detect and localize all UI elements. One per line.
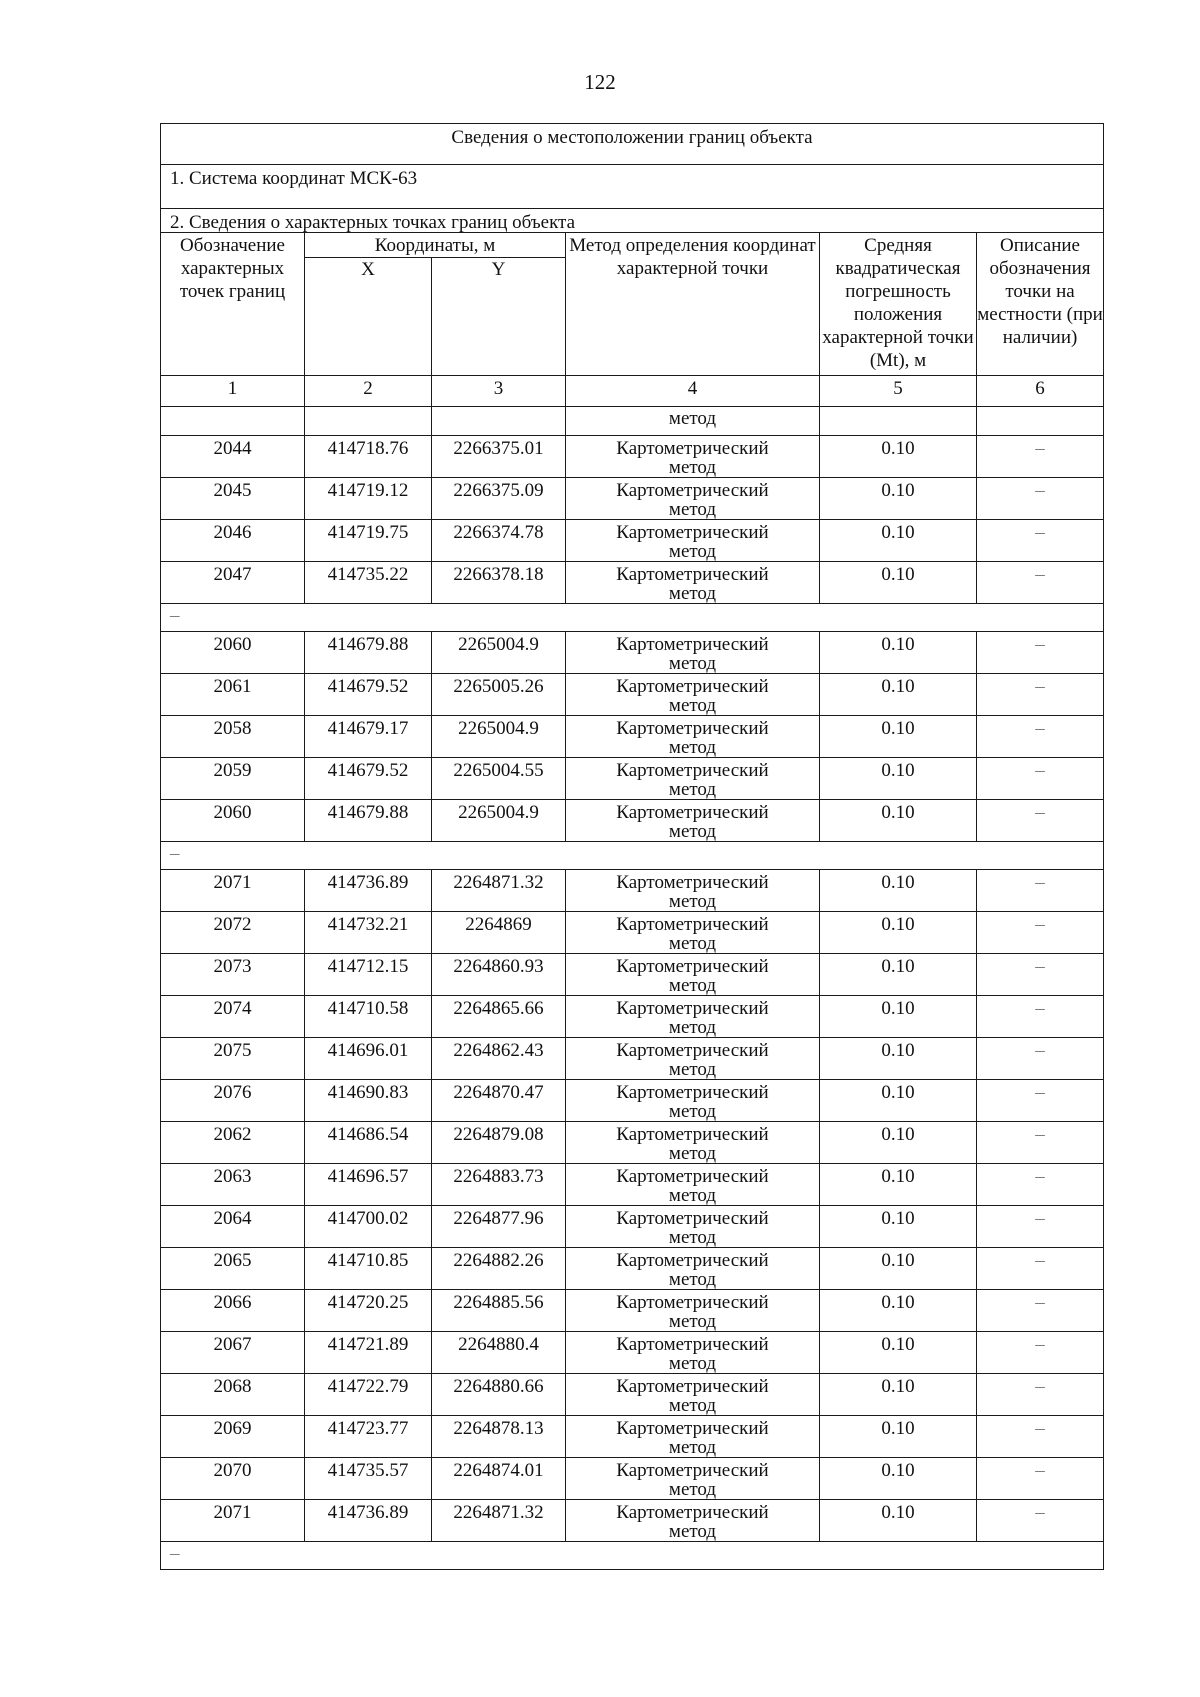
x-coordinate-cell: 414690.83: [305, 1080, 432, 1122]
x-coordinate-cell: 414721.89: [305, 1332, 432, 1374]
description-cell: –: [977, 1416, 1104, 1458]
description-cell: –: [977, 632, 1104, 674]
x-coordinate-cell: 414679.17: [305, 716, 432, 758]
table-title: Сведения о местоположении границ объекта: [161, 124, 1104, 165]
x-coordinate-cell: 414736.89: [305, 870, 432, 912]
method-cell: Картометрический метод: [566, 1248, 820, 1290]
error-cell: 0.10: [820, 996, 977, 1038]
error-cell: 0.10: [820, 1374, 977, 1416]
method-cell: Картометрический метод: [566, 1080, 820, 1122]
y-coordinate-cell: 2265004.55: [432, 758, 566, 800]
description-cell: –: [977, 1038, 1104, 1080]
description-cell: –: [977, 1164, 1104, 1206]
method-cell: Картометрический метод: [566, 520, 820, 562]
x-coordinate-cell: 414700.02: [305, 1206, 432, 1248]
y-coordinate-cell: 2266375.01: [432, 436, 566, 478]
error-cell: 0.10: [820, 1500, 977, 1542]
table-row: [161, 716, 1104, 758]
point-id-cell: 2064: [161, 1206, 305, 1248]
continuation-row: [161, 407, 1104, 436]
y-coordinate-cell: 2266378.18: [432, 562, 566, 604]
x-coordinate-cell: 414710.85: [305, 1248, 432, 1290]
error-cell: 0.10: [820, 674, 977, 716]
description-cell: –: [977, 996, 1104, 1038]
point-id-cell: 2070: [161, 1458, 305, 1500]
table-row: [161, 436, 1104, 478]
x-coordinate-cell: 414719.12: [305, 478, 432, 520]
header-coords: Координаты, м: [305, 233, 566, 258]
method-cell: Картометрический метод: [566, 632, 820, 674]
table-row: [161, 562, 1104, 604]
error-cell: 0.10: [820, 1458, 977, 1500]
y-coordinate-cell: 2264865.66: [432, 996, 566, 1038]
continuation-method: метод: [566, 407, 820, 436]
point-id-cell: 2072: [161, 912, 305, 954]
point-id-cell: 2066: [161, 1290, 305, 1332]
error-cell: 0.10: [820, 1080, 977, 1122]
point-id-cell: 2069: [161, 1416, 305, 1458]
point-id-cell: 2046: [161, 520, 305, 562]
y-coordinate-cell: 2265005.26: [432, 674, 566, 716]
method-cell: Картометрический метод: [566, 1374, 820, 1416]
method-cell: Картометрический метод: [566, 1122, 820, 1164]
group-separator-row: [161, 604, 1104, 632]
table-row: [161, 1164, 1104, 1206]
error-cell: 0.10: [820, 912, 977, 954]
header-y: Y: [432, 258, 566, 376]
table-row: [161, 1416, 1104, 1458]
point-id-cell: 2063: [161, 1164, 305, 1206]
error-cell: 0.10: [820, 800, 977, 842]
x-coordinate-cell: 414736.89: [305, 1500, 432, 1542]
y-coordinate-cell: 2264869: [432, 912, 566, 954]
description-cell: –: [977, 520, 1104, 562]
error-cell: 0.10: [820, 1164, 977, 1206]
y-coordinate-cell: 2265004.9: [432, 632, 566, 674]
group-separator: –: [161, 1542, 1104, 1570]
column-number: 4: [566, 376, 820, 407]
x-coordinate-cell: 414679.88: [305, 800, 432, 842]
error-cell: 0.10: [820, 1038, 977, 1080]
y-coordinate-cell: 2264862.43: [432, 1038, 566, 1080]
y-coordinate-cell: 2264874.01: [432, 1458, 566, 1500]
column-number: 6: [977, 376, 1104, 407]
method-cell: Картометрический метод: [566, 562, 820, 604]
error-cell: 0.10: [820, 1290, 977, 1332]
error-cell: 0.10: [820, 436, 977, 478]
table-row: [161, 1080, 1104, 1122]
point-id-cell: 2061: [161, 674, 305, 716]
point-id-cell: 2044: [161, 436, 305, 478]
point-id-cell: 2068: [161, 1374, 305, 1416]
x-coordinate-cell: 414720.25: [305, 1290, 432, 1332]
y-coordinate-cell: 2264877.96: [432, 1206, 566, 1248]
description-cell: –: [977, 436, 1104, 478]
description-cell: –: [977, 1290, 1104, 1332]
method-cell: Картометрический метод: [566, 716, 820, 758]
method-cell: Картометрический метод: [566, 1458, 820, 1500]
table-row: [161, 520, 1104, 562]
x-coordinate-cell: 414679.52: [305, 674, 432, 716]
description-cell: –: [977, 1248, 1104, 1290]
point-id-cell: 2060: [161, 632, 305, 674]
table-row: [161, 478, 1104, 520]
error-cell: 0.10: [820, 870, 977, 912]
table-row: [161, 1290, 1104, 1332]
description-cell: –: [977, 1500, 1104, 1542]
error-cell: 0.10: [820, 1332, 977, 1374]
description-cell: –: [977, 758, 1104, 800]
group-separator-row: [161, 1542, 1104, 1570]
x-coordinate-cell: 414735.22: [305, 562, 432, 604]
x-coordinate-cell: 414723.77: [305, 1416, 432, 1458]
point-id-cell: 2065: [161, 1248, 305, 1290]
description-cell: –: [977, 954, 1104, 996]
page-number: 122: [584, 70, 616, 94]
point-id-cell: 2074: [161, 996, 305, 1038]
method-cell: Картометрический метод: [566, 758, 820, 800]
y-coordinate-cell: 2264870.47: [432, 1080, 566, 1122]
header-point: Обозначение характерных точек границ: [161, 233, 305, 376]
header-method: Метод определения координат характерной точки: [566, 233, 820, 376]
description-cell: –: [977, 674, 1104, 716]
method-cell: Картометрический метод: [566, 912, 820, 954]
x-coordinate-cell: 414696.01: [305, 1038, 432, 1080]
error-cell: 0.10: [820, 478, 977, 520]
description-cell: –: [977, 800, 1104, 842]
table-row: [161, 1206, 1104, 1248]
group-separator: –: [161, 604, 1104, 632]
table-row: [161, 1500, 1104, 1542]
description-cell: –: [977, 1458, 1104, 1500]
table-row: [161, 1122, 1104, 1164]
method-cell: Картометрический метод: [566, 1038, 820, 1080]
error-cell: 0.10: [820, 1206, 977, 1248]
x-coordinate-cell: 414712.15: [305, 954, 432, 996]
y-coordinate-cell: 2264880.66: [432, 1374, 566, 1416]
x-coordinate-cell: 414686.54: [305, 1122, 432, 1164]
description-cell: –: [977, 1332, 1104, 1374]
points-subtitle: 2. Сведения о характерных точках границ объекта: [161, 209, 1104, 233]
method-cell: Картометрический метод: [566, 1332, 820, 1374]
header-x: X: [305, 258, 432, 376]
description-cell: –: [977, 912, 1104, 954]
point-id-cell: 2075: [161, 1038, 305, 1080]
column-number: 1: [161, 376, 305, 407]
x-coordinate-cell: 414696.57: [305, 1164, 432, 1206]
point-id-cell: 2071: [161, 1500, 305, 1542]
table-row: [161, 954, 1104, 996]
table-row: [161, 1038, 1104, 1080]
method-cell: Картометрический метод: [566, 1164, 820, 1206]
x-coordinate-cell: 414679.88: [305, 632, 432, 674]
method-cell: Картометрический метод: [566, 1290, 820, 1332]
header-error: Средняя квадратическая погрешность положения характерной точки (Mt), м: [820, 233, 977, 376]
method-cell: Картометрический метод: [566, 478, 820, 520]
point-id-cell: 2071: [161, 870, 305, 912]
description-cell: –: [977, 870, 1104, 912]
error-cell: 0.10: [820, 1122, 977, 1164]
method-cell: Картометрический метод: [566, 1206, 820, 1248]
table-row: [161, 632, 1104, 674]
point-id-cell: 2047: [161, 562, 305, 604]
column-number: 5: [820, 376, 977, 407]
table-row: [161, 1248, 1104, 1290]
table-row: [161, 674, 1104, 716]
y-coordinate-cell: 2265004.9: [432, 716, 566, 758]
y-coordinate-cell: 2266375.09: [432, 478, 566, 520]
description-cell: –: [977, 1374, 1104, 1416]
x-coordinate-cell: 414722.79: [305, 1374, 432, 1416]
description-cell: –: [977, 1206, 1104, 1248]
point-id-cell: 2059: [161, 758, 305, 800]
table-row: [161, 912, 1104, 954]
group-separator: –: [161, 842, 1104, 870]
method-cell: Картометрический метод: [566, 674, 820, 716]
table-row: [161, 1332, 1104, 1374]
method-cell: Картометрический метод: [566, 1416, 820, 1458]
table-row: [161, 758, 1104, 800]
point-id-cell: 2067: [161, 1332, 305, 1374]
error-cell: 0.10: [820, 1248, 977, 1290]
y-coordinate-cell: 2264880.4: [432, 1332, 566, 1374]
description-cell: –: [977, 1080, 1104, 1122]
point-id-cell: 2045: [161, 478, 305, 520]
error-cell: 0.10: [820, 758, 977, 800]
table-row: [161, 1458, 1104, 1500]
coordinates-table: [160, 123, 1104, 1570]
x-coordinate-cell: 414679.52: [305, 758, 432, 800]
point-id-cell: 2073: [161, 954, 305, 996]
table-row: [161, 800, 1104, 842]
method-cell: Картометрический метод: [566, 1500, 820, 1542]
y-coordinate-cell: 2264860.93: [432, 954, 566, 996]
x-coordinate-cell: 414710.58: [305, 996, 432, 1038]
table-row: [161, 1374, 1104, 1416]
error-cell: 0.10: [820, 562, 977, 604]
column-number: 3: [432, 376, 566, 407]
x-coordinate-cell: 414732.21: [305, 912, 432, 954]
point-id-cell: 2058: [161, 716, 305, 758]
description-cell: –: [977, 478, 1104, 520]
y-coordinate-cell: 2264882.26: [432, 1248, 566, 1290]
table-row: [161, 870, 1104, 912]
method-cell: Картометрический метод: [566, 436, 820, 478]
y-coordinate-cell: 2266374.78: [432, 520, 566, 562]
table-row: [161, 996, 1104, 1038]
method-cell: Картометрический метод: [566, 996, 820, 1038]
point-id-cell: 2060: [161, 800, 305, 842]
method-cell: Картометрический метод: [566, 954, 820, 996]
error-cell: 0.10: [820, 1416, 977, 1458]
y-coordinate-cell: 2264871.32: [432, 870, 566, 912]
method-cell: Картометрический метод: [566, 800, 820, 842]
header-description: Описание обозначения точки на местности (при наличии): [977, 233, 1104, 376]
y-coordinate-cell: 2264871.32: [432, 1500, 566, 1542]
error-cell: 0.10: [820, 520, 977, 562]
column-number: 2: [305, 376, 432, 407]
x-coordinate-cell: 414735.57: [305, 1458, 432, 1500]
description-cell: –: [977, 1122, 1104, 1164]
error-cell: 0.10: [820, 954, 977, 996]
y-coordinate-cell: 2264878.13: [432, 1416, 566, 1458]
group-separator-row: [161, 842, 1104, 870]
y-coordinate-cell: 2264883.73: [432, 1164, 566, 1206]
point-id-cell: 2076: [161, 1080, 305, 1122]
description-cell: –: [977, 716, 1104, 758]
description-cell: –: [977, 562, 1104, 604]
y-coordinate-cell: 2264885.56: [432, 1290, 566, 1332]
point-id-cell: 2062: [161, 1122, 305, 1164]
y-coordinate-cell: 2265004.9: [432, 800, 566, 842]
coordinate-system: 1. Система координат МСК-63: [161, 165, 1104, 209]
error-cell: 0.10: [820, 632, 977, 674]
error-cell: 0.10: [820, 716, 977, 758]
x-coordinate-cell: 414718.76: [305, 436, 432, 478]
method-cell: Картометрический метод: [566, 870, 820, 912]
y-coordinate-cell: 2264879.08: [432, 1122, 566, 1164]
x-coordinate-cell: 414719.75: [305, 520, 432, 562]
